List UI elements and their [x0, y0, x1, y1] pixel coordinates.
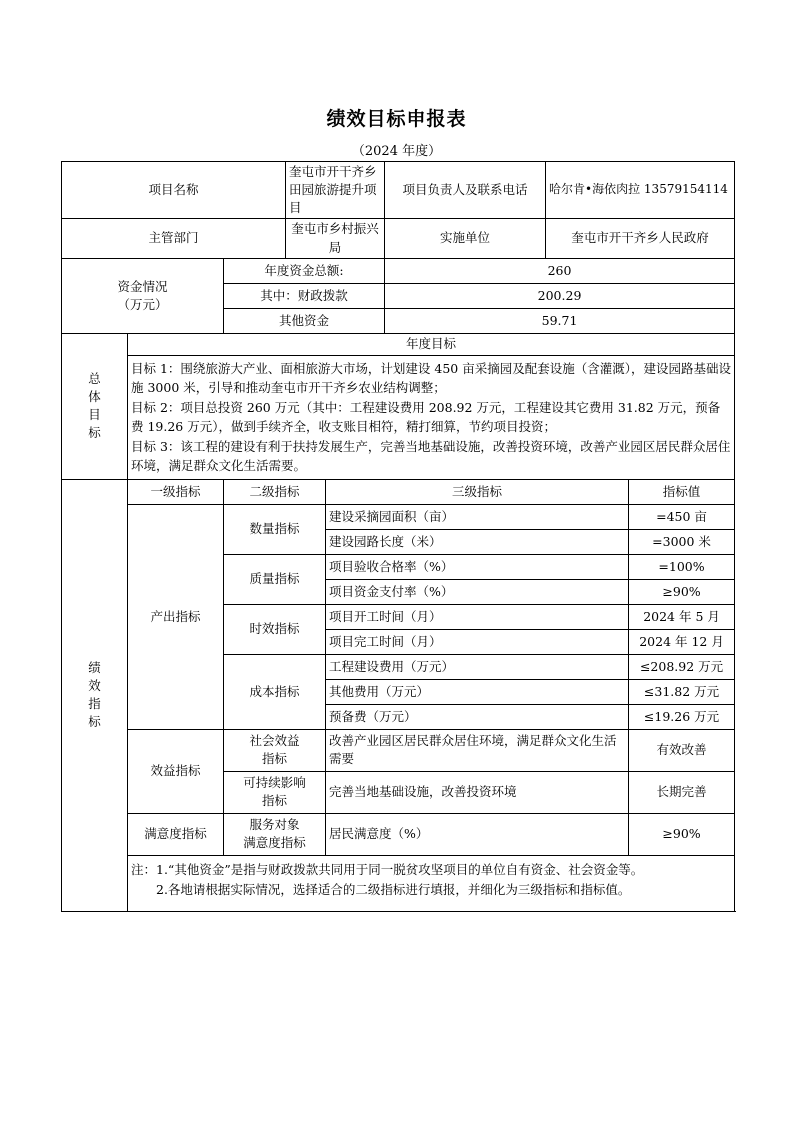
satisfaction-sub-label-line1: 服务对象 — [249, 817, 300, 832]
satisfaction-sub-label-line2: 满意度指标 — [243, 835, 306, 851]
goal-3: 目标 3：该工程的建设有利于扶持发展生产，完善当地基础设施，改善投资环境，改善产业园区居民群众居住环境，满足群众文化生活需要。 — [131, 438, 731, 473]
project-name-value: 奎屯市开干齐乡田园旅游提升项目 — [286, 162, 385, 219]
social-benefit-label — [224, 729, 326, 771]
indicator-header-row — [62, 479, 735, 504]
indicator-name: 项目开工时间（月） — [326, 604, 629, 629]
cost-indicator-label: 成本指标 — [224, 654, 326, 729]
side-char: 标 — [88, 714, 101, 730]
contact-label: 项目负责人及联系电话 — [385, 162, 546, 219]
dept-row — [62, 219, 735, 258]
level1-header: 一级指标 — [128, 479, 224, 504]
contact-value: 哈尔肯•海依肉拉 13579154114 — [546, 162, 735, 219]
goal-2: 目标 2：项目总投资 260 万元（其中：工程建设费用 208.92 万元，工程建设其它费用 31.82 万元，预备费 19.26 万元），做到手续齐全，收支账目相符，精打细算，节约项目投资； — [131, 399, 721, 435]
indicator-name: 其他费用（万元） — [326, 679, 629, 704]
indicator-name: 项目资金支付率（%） — [326, 579, 629, 604]
indicator-value: 2024 年 12 月 — [629, 629, 735, 654]
indicator-value: ≤208.92 万元 — [629, 654, 735, 679]
indicator-name: 改善产业园区居民群众居住环境，满足群众文化生活需要 — [326, 729, 629, 771]
indicator-value: =3000 米 — [629, 529, 735, 554]
indicator-value: ≤31.82 万元 — [629, 679, 735, 704]
dept-label: 主管部门 — [62, 219, 286, 258]
goal-header-row — [62, 333, 735, 355]
funds-fiscal-value: 200.29 — [385, 283, 735, 308]
indicator-value: =100% — [629, 554, 735, 579]
notes-row — [62, 855, 735, 911]
funds-total-label: 年度资金总额: — [224, 258, 385, 283]
sustain-impact-label — [224, 771, 326, 813]
side-char: 体 — [88, 389, 101, 404]
year-label: （2024 年度） — [351, 144, 442, 159]
performance-target-table — [61, 161, 735, 912]
level3-header: 三级指标 — [326, 479, 629, 504]
side-char: 标 — [88, 425, 101, 441]
funds-other-value: 59.71 — [385, 308, 735, 333]
quality-indicator-label: 质量指标 — [224, 554, 326, 604]
annual-goal-header: 年度目标 — [128, 333, 735, 355]
indicator-name: 建设园路长度（米） — [326, 529, 629, 554]
side-char: 指 — [88, 696, 101, 712]
table-row — [62, 813, 735, 855]
indicator-value: 有效改善 — [629, 729, 735, 771]
indicator-value: =450 亩 — [629, 504, 735, 529]
satisfaction-indicator-label: 满意度指标 — [128, 813, 224, 855]
output-indicator-label: 产出指标 — [128, 504, 224, 729]
benefit-indicator-label: 效益指标 — [128, 729, 224, 813]
indicator-value: ≤19.26 万元 — [629, 704, 735, 729]
side-char: 绩 — [88, 659, 101, 675]
indicators-side-label — [62, 479, 128, 911]
overall-goal-side-label — [62, 333, 128, 479]
indicator-name: 预备费（万元） — [326, 704, 629, 729]
quantity-indicator-label: 数量指标 — [224, 504, 326, 554]
table-row — [62, 729, 735, 771]
social-benefit-label-line1: 社会效益 — [249, 733, 300, 748]
funds-total-row — [62, 258, 735, 283]
sustain-impact-label-line2: 指标 — [262, 793, 288, 809]
satisfaction-sub-label — [224, 813, 326, 855]
indicator-name: 项目完工时间（月） — [326, 629, 629, 654]
indicator-name: 项目验收合格率（%） — [326, 554, 629, 579]
project-name-label: 项目名称 — [62, 162, 286, 219]
side-char: 目 — [88, 407, 101, 423]
indicator-name: 居民满意度（%） — [326, 813, 629, 855]
social-benefit-label-line2: 指标 — [262, 751, 288, 767]
indicator-value: ≥90% — [629, 813, 735, 855]
indicator-value: 长期完善 — [629, 771, 735, 813]
value-header: 指标值 — [629, 479, 735, 504]
funds-other-label: 其他资金 — [224, 308, 385, 333]
dept-value: 奎屯市乡村振兴局 — [286, 219, 385, 258]
table-row — [62, 504, 735, 529]
goal-text-row — [62, 355, 735, 479]
project-row — [62, 162, 735, 219]
sustain-impact-label-line1: 可持续影响 — [243, 775, 306, 790]
funds-label — [62, 258, 224, 333]
side-char: 效 — [88, 678, 101, 693]
indicator-value: 2024 年 5 月 — [629, 604, 735, 629]
impl-value: 奎屯市开干齐乡人民政府 — [546, 219, 735, 258]
funds-total-value: 260 — [385, 258, 735, 283]
note-1: 注：1.“其他资金”是指与财政拨款共同用于同一脱贫攻坚项目的单位自有资金、社会资金等。 — [131, 861, 644, 877]
funds-label-line2: （万元） — [117, 296, 168, 312]
funds-fiscal-label: 其中：财政拨款 — [224, 283, 385, 308]
indicator-value: ≥90% — [629, 579, 735, 604]
funds-label-line1: 资金情况 — [117, 278, 168, 294]
impl-label: 实施单位 — [385, 219, 546, 258]
timeliness-indicator-label: 时效指标 — [224, 604, 326, 654]
indicator-name: 建设采摘园面积（亩） — [326, 504, 629, 529]
page-title: 绩效目标申报表 — [326, 108, 467, 130]
notes — [128, 855, 735, 911]
goal-1: 目标 1：围绕旅游大产业、面相旅游大市场，计划建设 450 亩采摘园及配套设施（含灌溉），建设园路基础设施 3000 米，引导和推动奎屯市开干齐乡农业结构调整； — [131, 361, 731, 396]
indicator-name: 完善当地基础设施，改善投资环境 — [326, 771, 629, 813]
goal-text — [128, 355, 735, 479]
indicator-name: 工程建设费用（万元） — [326, 654, 629, 679]
note-2: 2.各地请根据实际情况，选择适合的二级指标进行填报，并细化为三级指标和指标值。 — [131, 882, 631, 898]
level2-header: 二级指标 — [224, 479, 326, 504]
side-char: 总 — [88, 370, 101, 386]
